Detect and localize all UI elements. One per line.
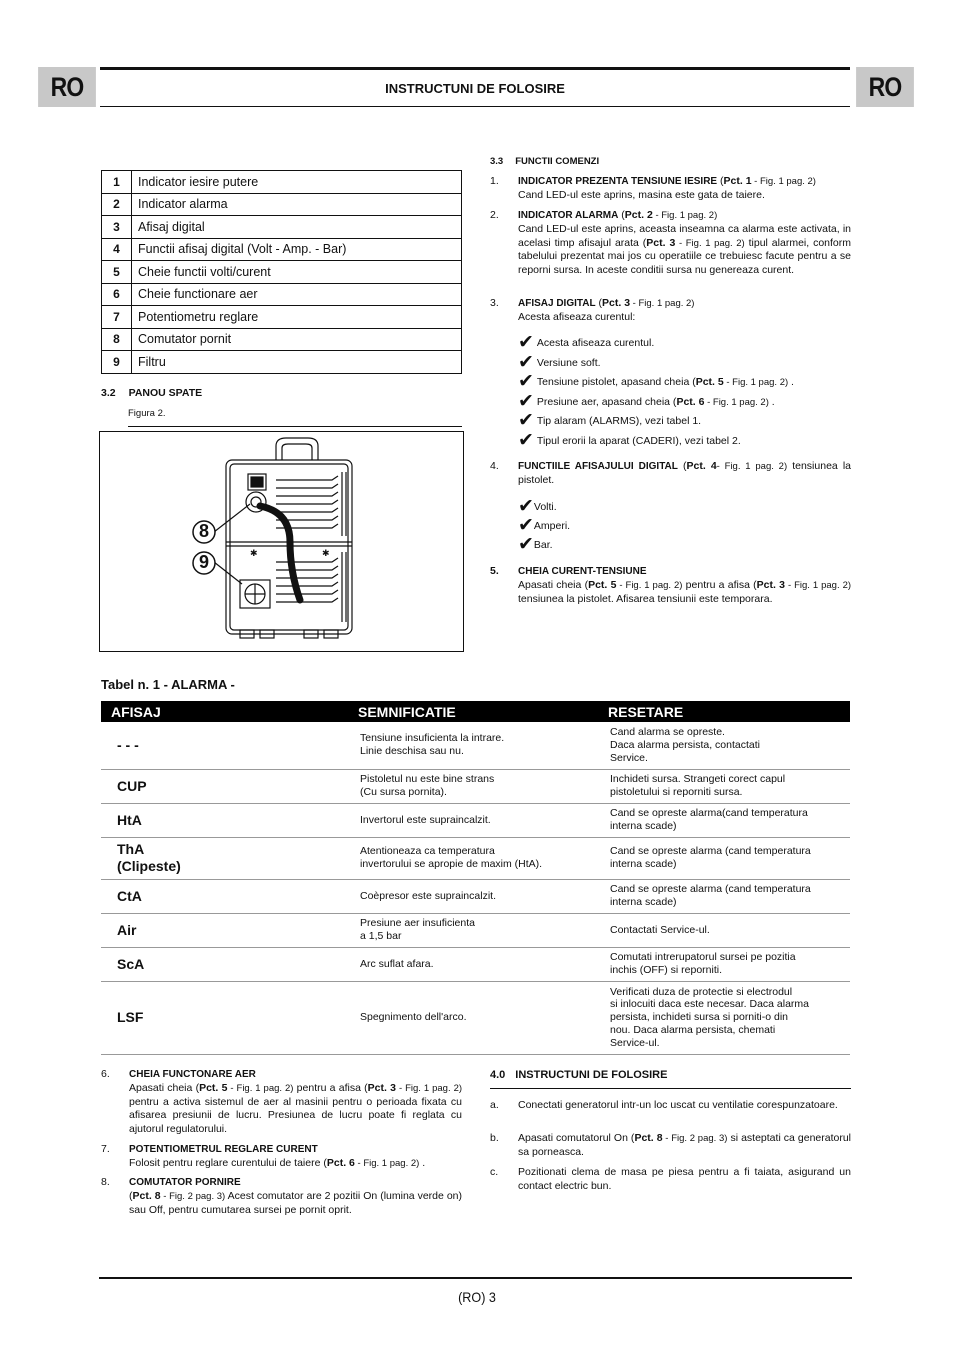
alarm-reset: Cand alarma se opreste. Daca alarma persista, contactati Service. — [598, 722, 850, 769]
legend-number: 1 — [102, 171, 132, 194]
section-3-3-heading: 3.3 FUNCTII COMENZI — [490, 156, 600, 167]
alarm-meaning: Invertorul este supraincalzit. — [348, 803, 598, 837]
divider — [128, 426, 462, 427]
legend-number: 5 — [102, 261, 132, 284]
alarm-row — [101, 722, 850, 769]
legend-label: Indicator iesire putere — [132, 171, 462, 194]
display-function-option: ✔Amperi. — [518, 515, 571, 536]
alarm-header-reset: RESETARE — [598, 701, 850, 722]
legend-label: Functii afisaj digital (Volt - Amp. - Bar) — [132, 238, 462, 261]
footer-rule — [99, 1277, 852, 1279]
legend-row — [102, 283, 462, 306]
legend-number: 8 — [102, 328, 132, 351]
alarm-row — [101, 981, 850, 1054]
alarm-meaning: Coèpresor este supraincalzit. — [348, 879, 598, 913]
alarm-meaning: Arc suflat afara. — [348, 947, 598, 981]
alarm-code: HtA — [101, 803, 348, 837]
legend-row — [102, 261, 462, 284]
alarm-reset: Contactati Service-ul. — [598, 913, 850, 947]
check-mark-icon: ✔ — [518, 390, 534, 412]
alarm-meaning: Pistoletul nu este bine strans (Cu sursa pornita). — [348, 769, 598, 803]
legend-number: 2 — [102, 193, 132, 216]
alarm-reset: Comutati intrerupatorul sursei pe pozitia inchis (OFF) si reporniti. — [598, 947, 850, 981]
check-mark-icon: ✔ — [518, 534, 534, 555]
display-option: ✔ Presiune aer, apasand cheia (Pct. 6 - Fig. 1 pag. 2) . — [518, 390, 775, 412]
alarm-code: LSF — [101, 981, 348, 1054]
check-mark-icon: ✔ — [518, 429, 534, 451]
legend-number: 7 — [102, 306, 132, 329]
front-panel-legend-table — [101, 170, 462, 374]
figure-2-caption: Figura 2. — [128, 408, 166, 419]
alarm-reset: Inchideti sursa. Strangeti corect capul pistoletului si reporniti sursa. — [598, 769, 850, 803]
legend-label: Afisaj digital — [132, 216, 462, 239]
language-tag-right: RO — [856, 67, 914, 107]
legend-label: Indicator alarma — [132, 193, 462, 216]
legend-label: Cheie functionare aer — [132, 283, 462, 306]
check-mark-icon: ✔ — [518, 410, 534, 431]
language-tag-left: RO — [38, 67, 96, 107]
header-title-text: INSTRUCTUNI DE FOLOSIRE — [385, 80, 565, 96]
alarm-reset: Cand se opreste alarma(cand temperatura interna scade) — [598, 803, 850, 837]
alarm-code: CtA — [101, 879, 348, 913]
legend-row — [102, 306, 462, 329]
display-option: ✔ Tensiune pistolet, apasand cheia (Pct. 5 - Fig. 1 pag. 2) . — [518, 371, 794, 392]
alarm-row — [101, 803, 850, 837]
alarm-code: CUP — [101, 769, 348, 803]
alarm-row — [101, 947, 850, 981]
alarm-meaning: Atentioneaza ca temperatura invertorului se apropie de maxim (HtA). — [348, 837, 598, 879]
page-number: (RO) 3 — [458, 1289, 496, 1305]
alarm-code: Air — [101, 913, 348, 947]
alarm-table-caption: Tabel n. 1 - ALARMA - — [101, 677, 235, 692]
section-3-2-heading: 3.2 PANOU SPATE — [101, 387, 203, 399]
legend-row — [102, 171, 462, 194]
legend-label: Filtru — [132, 351, 462, 374]
display-option: ✔ Tip alaram (ALARMS), vezi tabel 1. — [518, 410, 702, 431]
check-mark-icon: ✔ — [518, 515, 534, 536]
alarm-code: ThA (Clipeste) — [101, 837, 348, 879]
legend-row — [102, 238, 462, 261]
alarm-header-display: AFISAJ — [101, 701, 348, 722]
legend-number: 9 — [102, 351, 132, 374]
callout-8: 8 — [198, 521, 209, 541]
svg-text:✱: ✱ — [322, 548, 330, 558]
section-4-0-heading: 4.0 INSTRUCTUNI DE FOLOSIRE — [490, 1069, 668, 1081]
legend-label: Potentiometru reglare — [132, 306, 462, 329]
alarm-reset: Cand se opreste alarma (cand temperatura interna scade) — [598, 879, 850, 913]
legend-row — [102, 216, 462, 239]
alarm-row — [101, 769, 850, 803]
display-function-option: ✔Volti. — [518, 496, 557, 517]
check-mark-icon: ✔ — [518, 371, 534, 392]
legend-number: 6 — [102, 283, 132, 306]
rear-panel-drawing — [100, 432, 463, 651]
legend-row — [102, 351, 462, 374]
svg-text:✱: ✱ — [250, 548, 258, 558]
check-mark-icon: ✔ — [518, 351, 534, 373]
alarm-code: ScA — [101, 947, 348, 981]
check-mark-icon: ✔ — [518, 332, 534, 353]
alarm-table — [101, 701, 850, 1055]
display-option: ✔ Tipul erorii la aparat (CADERI), vezi tabel 2. — [518, 429, 741, 451]
display-option: ✔ Acesta afiseaza curentul. — [518, 332, 655, 353]
alarm-meaning: Tensiune insuficienta la intrare. Linie deschisa sau nu. — [348, 722, 598, 769]
legend-row — [102, 328, 462, 351]
page-header-title — [100, 67, 850, 107]
legend-label: Cheie functii volti/curent — [132, 261, 462, 284]
legend-row — [102, 193, 462, 216]
alarm-row — [101, 837, 850, 879]
legend-label: Comutator pornit — [132, 328, 462, 351]
legend-number: 4 — [102, 238, 132, 261]
callout-9: 9 — [198, 552, 209, 572]
alarm-row — [101, 913, 850, 947]
alarm-reset: Verificati duza de protectie si electrodul si inlocuiti daca este necesar. Daca alarma persista, inchideti sursa si porniti-o din nou. Daca alarma persista, chemati Service-ul. — [598, 981, 850, 1054]
rear-panel-figure — [99, 431, 464, 652]
display-option: ✔ Versiune soft. — [518, 351, 601, 373]
legend-number: 3 — [102, 216, 132, 239]
divider — [490, 1088, 851, 1089]
alarm-code: - - - — [101, 722, 348, 769]
alarm-header-meaning: SEMNIFICATIE — [348, 701, 598, 722]
check-mark-icon: ✔ — [518, 496, 534, 517]
display-function-option: ✔Bar. — [518, 534, 553, 555]
alarm-reset: Cand se opreste alarma (cand temperatura interna scade) — [598, 837, 850, 879]
alarm-meaning: Spegnimento dell'arco. — [348, 981, 598, 1054]
alarm-meaning: Presiune aer insuficienta a 1,5 bar — [348, 913, 598, 947]
alarm-row — [101, 879, 850, 913]
